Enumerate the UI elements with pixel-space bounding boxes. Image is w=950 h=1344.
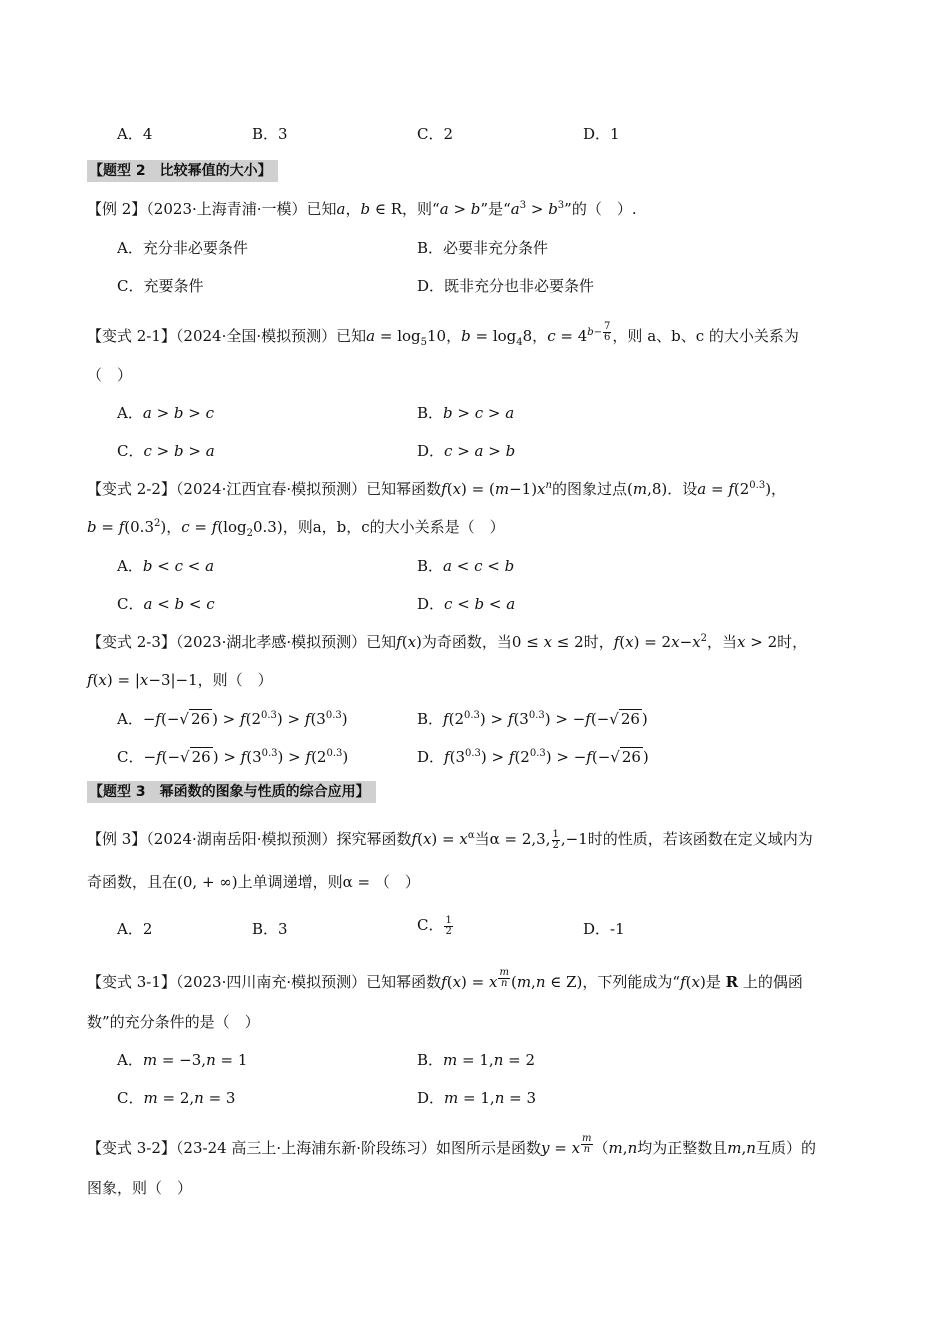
ex3-option-b: B．3	[252, 920, 288, 938]
v22-option-d: D．c < b < a	[417, 595, 516, 613]
example-3-stem-line2: 奇函数，且在(0, + ∞)上单调递增，则α = （ ）	[87, 873, 420, 891]
ex2-option-b: B．必要非充分条件	[417, 239, 549, 257]
ex3-option-c: C． $\frac{1}{2}$	[417, 914, 452, 937]
example-2-stem: 【例 2】（2023·上海青浦·一模）已知a，b ∈ R，则“a > b”是“$a^3 > b^3$”的（ ）.	[87, 200, 637, 218]
section-header-type2: 【题型 2 比较幂值的大小】	[87, 160, 278, 182]
v21-option-b: B．b > c > a	[417, 404, 515, 422]
variant-2-1-paren: （ ）	[87, 366, 133, 384]
v31-option-b: B．m = 1,n = 2	[417, 1051, 536, 1069]
ex3-option-d: D．-1	[583, 920, 625, 938]
ex2-option-a: A．充分非必要条件	[117, 239, 248, 257]
variant-2-2-stem-line2: $b = f(0.3^2)$，$c = f(\log_20.3)$，则a，b，c的大小关系是（ ）	[87, 518, 505, 539]
ex2-option-d: D．既非充分也非必要条件	[417, 277, 595, 295]
variant-2-3-stem: 【变式 2-3】（2023·湖北孝感·模拟预测）已知f(x)为奇函数，当0 ≤ x ≤ 2时，$f(x) = 2x-x^2$，当x > 2时，	[87, 633, 808, 651]
option-d: D．1	[583, 125, 620, 143]
example-3-stem: 【例 3】（2024·湖南岳阳·模拟预测）探究幂函数$f(x) = x^\alpha$当α = 2,3, $\frac{1}{2}$ ,−1时的性质，若该函数在定义域内为	[87, 828, 813, 851]
variant-2-2-stem: 【变式 2-2】（2024·江西宜春·模拟预测）已知幂函数$f(x) = (m-1)x^n$的图象过点(m,8)．设$a = f(2^{0.3})$，	[87, 480, 787, 498]
v22-option-c: C．a < b < c	[117, 595, 215, 613]
v23-option-c: C．−f(−√ 26 ) > $f(3^{0.3}) > f(2^{0.3})$	[117, 748, 349, 766]
option-c: C．2	[417, 125, 454, 143]
v21-option-a: A．a > b > c	[117, 404, 215, 422]
v22-option-b: B．a < c < b	[417, 557, 515, 575]
variant-3-2-stem: 【变式 3-2】（23-24 高三上·上海浦东新·阶段练习）如图所示是函数y = x $^{\frac{m}{n}}$ （m,n均为正整数且m,n互质）的	[87, 1133, 816, 1157]
variant-2-3-stem-line2: f(x) = |x−3|−1，则（ ）	[87, 671, 273, 689]
v22-option-a: A．b < c < a	[117, 557, 215, 575]
v23-option-d: D．$f(3^{0.3}) > f(2^{0.3}) > -f(-√$ 26 )	[417, 748, 649, 766]
ex2-option-c: C．充要条件	[117, 277, 204, 295]
v31-option-c: C．m = 2,n = 3	[117, 1089, 236, 1107]
variant-3-1-stem: 【变式 3-1】（2023·四川南充·模拟预测）已知幂函数f(x) = x $^{\frac{m}{n}}$ (m,n ∈ Z)，下列能成为“f(x)是 R 上的偶函	[87, 967, 803, 991]
variant-3-2-stem-line2: 图象，则（ ）	[87, 1179, 193, 1197]
v21-option-c: C．c > b > a	[117, 442, 215, 460]
variant-2-1-stem: 【变式 2-1】（2024·全国·模拟预测）已知$a = \log_510$，$b = \log_48$，$c = 4^{b- \frac{7}{6}}$ ，则 a、b、c 的大小关系为	[87, 321, 799, 348]
section-header-type3: 【题型 3 幂函数的图象与性质的综合应用】	[87, 781, 376, 803]
v31-option-a: A．m = −3,n = 1	[117, 1051, 248, 1069]
v23-option-b: B．$f(2^{0.3}) > f(3^{0.3}) > -f(-√$ 26 )	[417, 710, 648, 728]
v21-option-d: D．c > a > b	[417, 442, 516, 460]
ex3-option-a: A．2	[117, 920, 153, 938]
variant-3-1-stem-line2: 数”的充分条件的是（ ）	[87, 1013, 260, 1031]
option-a: A．4	[117, 125, 153, 143]
v23-option-a: A．−f(−√ 26 ) > $f(2^{0.3}) > f(3^{0.3})$	[117, 710, 348, 728]
option-b: B．3	[252, 125, 288, 143]
v31-option-d: D．m = 1,n = 3	[417, 1089, 537, 1107]
